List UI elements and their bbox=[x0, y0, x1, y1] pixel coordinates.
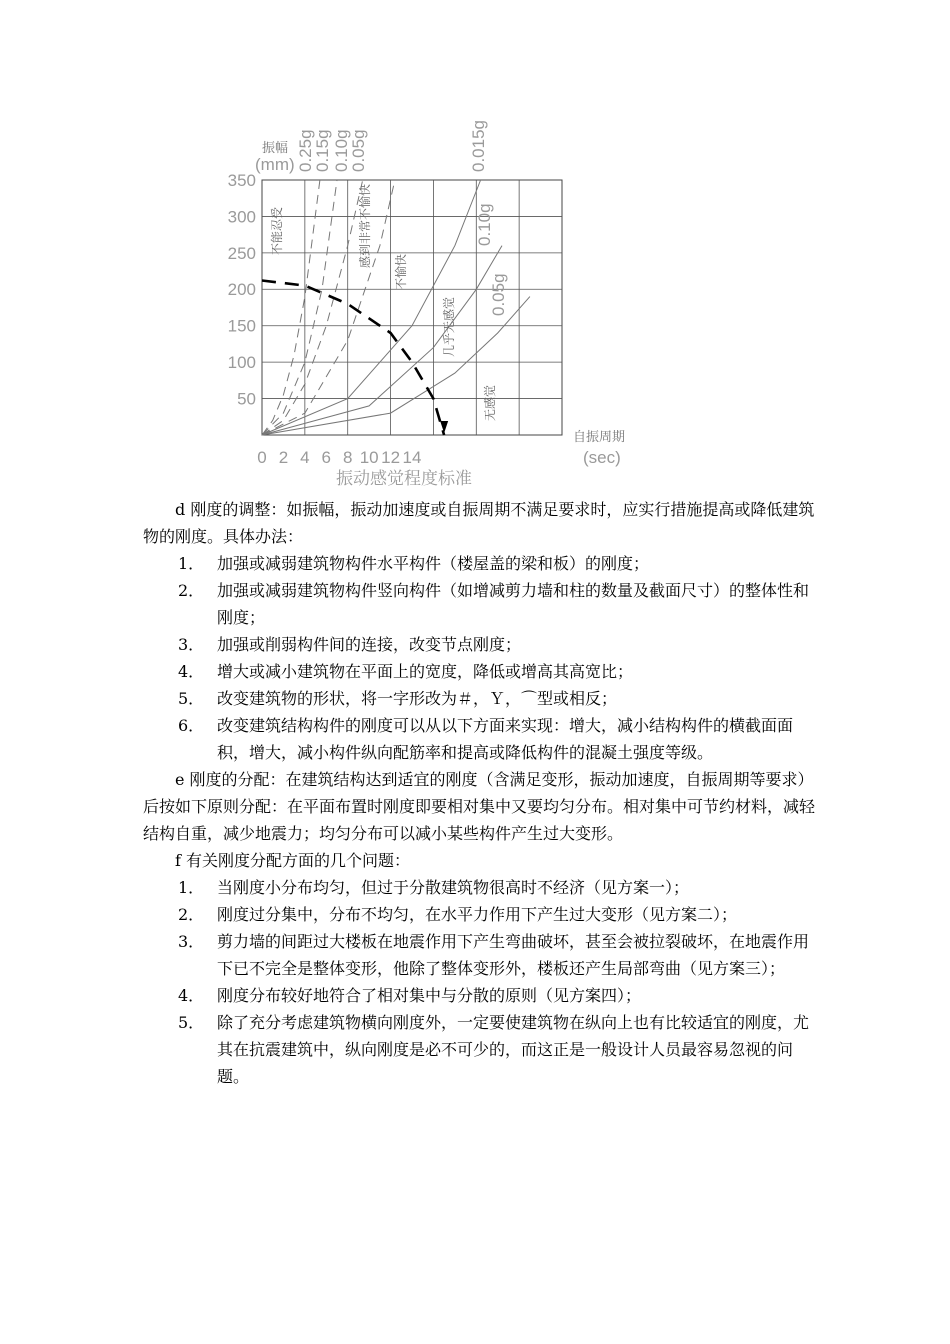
list-number: 1． bbox=[178, 554, 205, 573]
list-text: 刚度分布较好地符合了相对集中与分散的原则（见方案四）； bbox=[217, 986, 642, 1005]
y-tick-label: 100 bbox=[227, 353, 256, 372]
list-item bbox=[143, 685, 815, 712]
list-text: 增大或减小建筑物在平面上的宽度，降低或增高其高宽比； bbox=[217, 662, 634, 681]
chart-grid bbox=[262, 180, 562, 435]
x-tick-label: 2 bbox=[278, 448, 289, 467]
list-text: 加强或减弱建筑物构件水平构件（楼屋盖的梁和板）的刚度； bbox=[217, 554, 650, 573]
boundary-arrowhead bbox=[440, 421, 448, 433]
paragraph-f: f 有关刚度分配方面的几个问题： bbox=[175, 851, 411, 870]
list-item bbox=[143, 874, 815, 901]
acceleration-label: 0.05g bbox=[349, 129, 368, 172]
list-item bbox=[143, 577, 815, 631]
list-text: 改变建筑物的形状，将一字形改为＃，Ｙ，⌒型或相反； bbox=[217, 689, 618, 708]
chart-caption: 振动感觉程度标准 bbox=[336, 469, 472, 488]
y-tick-label: 350 bbox=[227, 171, 256, 190]
list-number: 6． bbox=[178, 716, 205, 735]
x-tick-label: 6 bbox=[321, 448, 332, 467]
list-item bbox=[143, 928, 815, 982]
x-tick-label: 10 bbox=[359, 448, 379, 467]
acceleration-label: 0.15g bbox=[313, 129, 332, 172]
list-item bbox=[143, 1009, 815, 1090]
y-tick-label: 300 bbox=[227, 207, 256, 227]
list-number: 4． bbox=[178, 986, 205, 1005]
list-number: 4． bbox=[178, 662, 205, 681]
acceleration-label: 0.015g bbox=[469, 120, 488, 172]
zone-label: 不能忍受 bbox=[270, 207, 284, 256]
zone-label: 无感觉 bbox=[483, 385, 497, 422]
series-line bbox=[262, 246, 502, 435]
vibration-chart bbox=[0, 0, 950, 500]
list-item bbox=[143, 982, 815, 1009]
boundary-curve bbox=[262, 281, 444, 436]
acceleration-label: 0.25g bbox=[296, 129, 315, 172]
list-text: 刚度过分集中，分布不均匀，在水平力作用下产生过大变形（见方案二）； bbox=[217, 905, 738, 924]
list-number: 5． bbox=[178, 689, 205, 708]
acceleration-label: 0.10g bbox=[332, 129, 351, 172]
zone-labels bbox=[269, 184, 497, 421]
y-tick-label: 200 bbox=[227, 280, 256, 300]
x-tick-label: 12 bbox=[381, 448, 401, 467]
zone-label: 感到非常不愉快 bbox=[358, 184, 372, 269]
list-text: 加强或减弱建筑物构件竖向构件（如增减剪力墙和柱的数量及截面尺寸）的整体性和刚度； bbox=[217, 581, 810, 627]
list-item bbox=[143, 901, 815, 928]
y-axis-unit: (mm) bbox=[255, 155, 295, 174]
x-tick-label: 4 bbox=[300, 448, 310, 467]
y-tick-label: 250 bbox=[227, 243, 256, 263]
y-axis-title: 振幅 bbox=[262, 140, 289, 155]
x-tick-label: 8 bbox=[342, 448, 353, 467]
list-item bbox=[143, 658, 815, 685]
list-text: 加强或削弱构件间的连接，改变节点刚度； bbox=[217, 635, 522, 654]
list-number: 1． bbox=[178, 878, 205, 897]
list-number: 2． bbox=[178, 905, 205, 924]
list-item bbox=[143, 550, 815, 577]
x-tick-label: 14 bbox=[402, 448, 422, 467]
plot-frame bbox=[262, 180, 562, 435]
list-d bbox=[143, 550, 815, 766]
x-tick-label: 0 bbox=[257, 448, 267, 467]
list-f bbox=[143, 874, 815, 1090]
y-tick-label: 150 bbox=[227, 316, 256, 336]
list-number: 3． bbox=[178, 635, 205, 654]
y-tick-label: 50 bbox=[237, 389, 256, 409]
x-axis-unit: (sec) bbox=[583, 448, 621, 467]
list-text: 当刚度小分布均匀，但过于分散建筑物很高时不经济（见方案一）； bbox=[217, 878, 690, 897]
list-item bbox=[143, 712, 815, 766]
list-number: 5． bbox=[178, 1013, 205, 1032]
paragraph-e: e 刚度的分配：在建筑结构达到适宜的刚度（含满足变形，振动加速度，自振周期等要求）后按如下原则分配：在平面布置时刚度即要相对集中又要均匀分布。相对集中可节约材料，减轻结构自重，减少地震力；均匀分布可以减小某些构件产生过大变形。 bbox=[143, 770, 816, 843]
acceleration-label: 0.10g bbox=[475, 203, 494, 246]
list-text: 改变建筑结构构件的刚度可以从以下方面来实现：增大，减小结构构件的横截面面积，增大，减小构件纵向配筋率和提高或降低构件的混凝土强度等级。 bbox=[217, 716, 794, 762]
list-item bbox=[143, 631, 815, 658]
list-number: 3． bbox=[178, 932, 205, 951]
document-body bbox=[143, 496, 815, 1090]
acceleration-label: 0.05g bbox=[489, 273, 508, 316]
chart-ticks bbox=[228, 171, 422, 467]
paragraph-d: d 刚度的调整：如振幅，振动加速度或自振周期不满足要求时，应实行措施提高或降低建筑物的刚度。具体办法： bbox=[143, 500, 815, 546]
list-number: 2． bbox=[178, 581, 205, 600]
list-text: 剪力墙的间距过大楼板在地震作用下产生弯曲破坏，甚至会被拉裂破坏，在地震作用下已不完全是整体变形，他除了整体变形外，楼板还产生局部弯曲（见方案三）； bbox=[217, 932, 810, 978]
zone-label: 几乎无感觉 bbox=[442, 297, 456, 358]
x-axis-title: 自振周期 bbox=[573, 429, 626, 444]
list-text: 除了充分考虑建筑物横向刚度外，一定要使建筑物在纵向上也有比较适宜的刚度，尤其在抗震建筑中，纵向刚度是必不可少的，而这正是一般设计人员最容易忽视的问题。 bbox=[217, 1013, 810, 1086]
zone-label: 不愉快 bbox=[394, 254, 408, 291]
